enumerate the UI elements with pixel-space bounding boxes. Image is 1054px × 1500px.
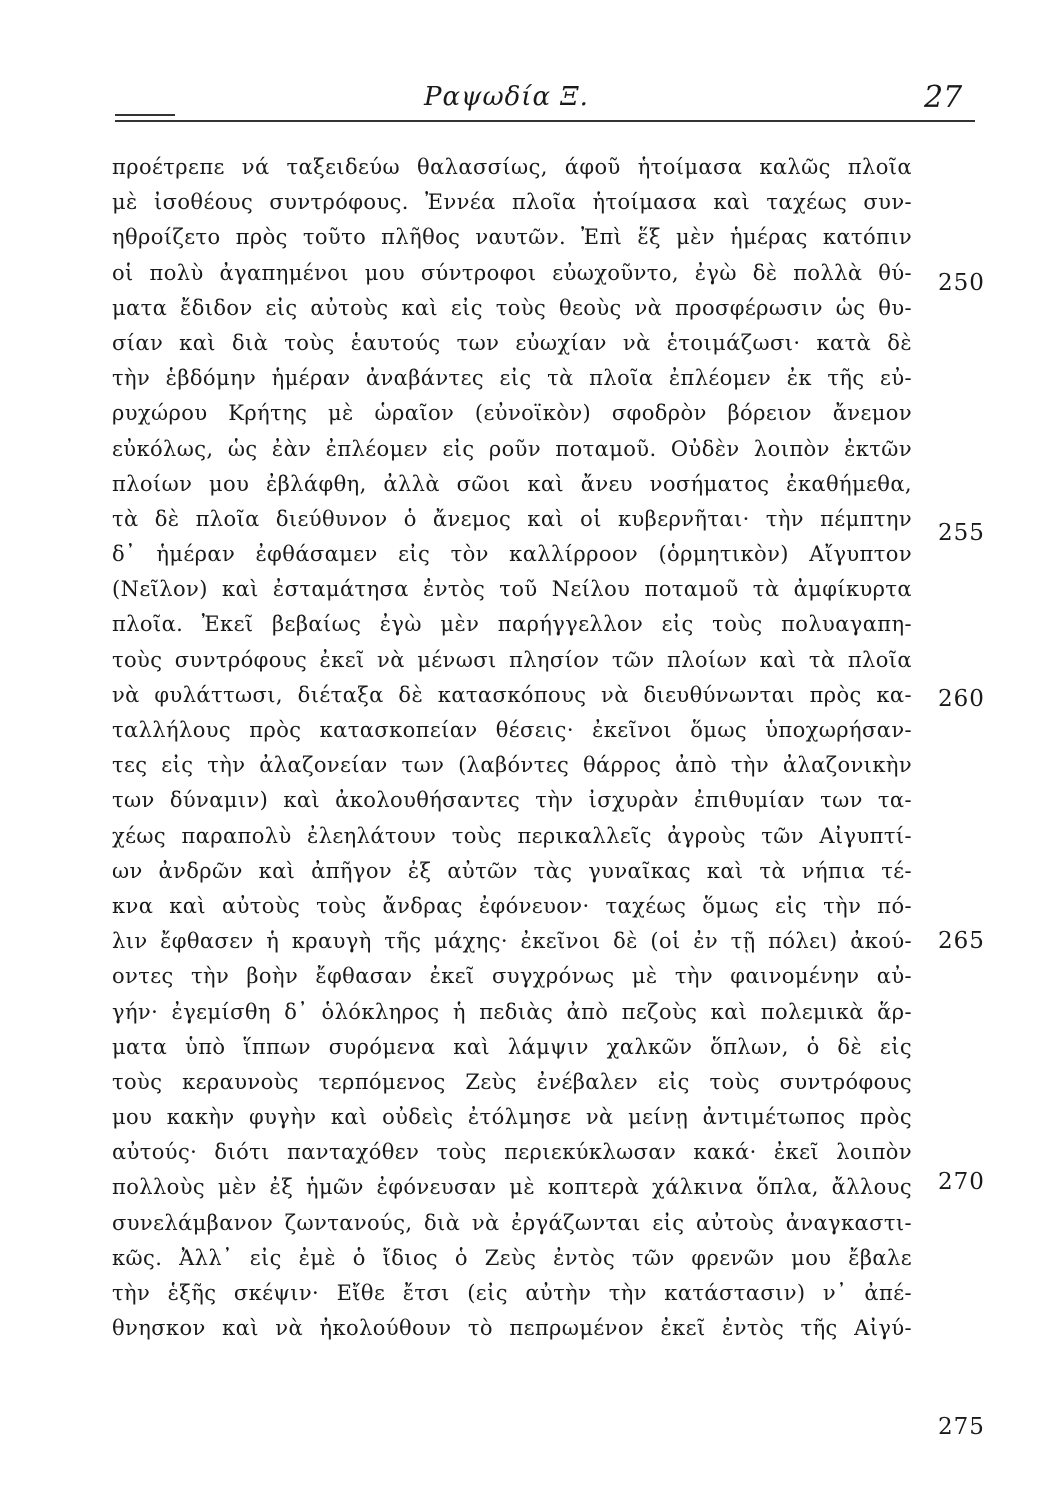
line-number: 275 bbox=[938, 1414, 985, 1440]
text-line: τοὺς κεραυνοὺς τερπόμενος Ζεὺς ἐνέβαλεν εἰς τοὺς συντρόφους bbox=[112, 1069, 912, 1094]
line-number: 250 bbox=[938, 270, 985, 296]
text-line: γήν· ἐγεμίσθη δ᾽ ὁλόκληρος ἡ πεδιὰς ἀπὸ πεζοὺς καὶ πολεμικὰ ἅρ- bbox=[112, 999, 912, 1024]
text-line: πλοίων μου ἐβλάφθη, ἀλλὰ σῶοι καὶ ἄνευ νοσήματος ἐκαθήμεθα, bbox=[112, 471, 912, 496]
text-line: ων ἀνδρῶν καὶ ἀπῆγον ἐξ αὐτῶν τὰς γυναῖκας καὶ τὰ νήπια τέ- bbox=[112, 858, 912, 883]
text-line: πλοῖα. Ἐκεῖ βεβαίως ἐγὼ μὲν παρήγγελλον εἰς τοὺς πολυαγαπη- bbox=[112, 612, 912, 637]
header-rule bbox=[115, 120, 975, 122]
text-line: σίαν καὶ διὰ τοὺς ἑαυτούς των εὐωχίαν νὰ ἑτοιμάζωσι· κατὰ δὲ bbox=[112, 330, 912, 355]
text-line: (Νεῖλον) καὶ ἐσταμάτησα ἐντὸς τοῦ Νείλου ποταμοῦ τὰ ἀμφίκυρτα bbox=[112, 577, 912, 602]
text-line: ρυχώρου Κρήτης μὲ ὡραῖον (εὐνοϊκὸν) σφοδρὸν βόρειον ἄνεμον bbox=[112, 401, 912, 426]
text-line: δ᾽ ἡμέραν ἐφθάσαμεν εἰς τὸν καλλίρροον (ὁρμητικὸν) Αἴγυπτον bbox=[112, 542, 912, 567]
text-line: κνα καὶ αὐτοὺς τοὺς ἄνδρας ἐφόνευον· ταχέως ὅμως εἰς τὴν πό- bbox=[112, 893, 912, 918]
text-line: τὴν ἑξῆς σκέψιν· Εἴθε ἔτσι (εἰς αὐτὴν τὴν κατάστασιν) ν᾽ ἀπέ- bbox=[112, 1281, 912, 1305]
page-number: 27 bbox=[924, 80, 963, 115]
text-line: νὰ φυλάττωσι, διέταξα δὲ κατασκόπους νὰ διευθύνωνται πρὸς κα- bbox=[112, 682, 912, 707]
text-line: τὰ δὲ πλοῖα διεύθυνον ὁ ἄνεμος καὶ οἱ κυβερνῆται· τὴν πέμπτην bbox=[112, 506, 912, 531]
text-line: λιν ἔφθασεν ἡ κραυγὴ τῆς μάχης· ἐκεῖνοι δὲ (οἱ ἐν τῇ πόλει) ἀκού- bbox=[112, 929, 912, 954]
line-number: 255 bbox=[938, 520, 985, 546]
page-header bbox=[0, 78, 1054, 128]
text-line: μου κακὴν φυγὴν καὶ οὐδεὶς ἐτόλμησε νὰ μείνῃ ἀντιμέτωπος πρὸς bbox=[112, 1105, 912, 1130]
text-line: αὐτούς· διότι πανταχόθεν τοὺς περιεκύκλωσαν κακά· ἐκεῖ λοιπὸν bbox=[112, 1140, 912, 1165]
text-line: προέτρεπε νά ταξειδεύω θαλασσίως, άφοῦ ἡτοίμασα καλῶς πλοῖα bbox=[112, 155, 912, 179]
text-line: ταλλήλους πρὸς κατασκοπείαν θέσεις· ἐκεῖνοι ὅμως ὑποχωρήσαν- bbox=[112, 718, 912, 742]
text-line: συνελάμβανον ζωντανούς, διὰ νὰ ἐργάζωνται εἰς αὐτοὺς ἀναγκαστι- bbox=[112, 1210, 912, 1235]
text-line: ματα ὑπὸ ἵππων συρόμενα καὶ λάμψιν χαλκῶν ὅπλων, ὁ δὲ εἰς bbox=[112, 1034, 912, 1059]
line-number: 265 bbox=[938, 928, 985, 954]
text-line: ηθροίζετο πρὸς τοῦτο πλῆθος ναυτῶν. Ἐπὶ ἕξ μὲν ἡμέρας κατόπιν bbox=[112, 225, 912, 250]
text-line: θνησκον καὶ νὰ ἠκολούθουν τὸ πεπρωμένον ἐκεῖ ἐντὸς τῆς Αἰγύ- bbox=[112, 1316, 912, 1341]
text-line: εὐκόλως, ὡς ἐὰν ἐπλέομεν εἰς ροῦν ποταμοῦ. Οὐδὲν λοιπὸν ἐκτῶν bbox=[112, 436, 912, 461]
text-line: μὲ ἰσοθέους συντρόφους. Ἐννέα πλοῖα ἡτοίμασα καὶ ταχέως συν- bbox=[112, 190, 912, 215]
text-line: τες εἰς τὴν ἀλαζονείαν των (λαβόντες θάρρος ἀπὸ τὴν ἀλαζονικὴν bbox=[112, 753, 912, 778]
line-number: 260 bbox=[938, 686, 985, 712]
running-title: Ραψωδία Ξ. bbox=[424, 82, 589, 112]
text-line: πολλοὺς μὲν ἐξ ἡμῶν ἐφόνευσαν μὲ κοπτερὰ χάλκινα ὅπλα, ἄλλους bbox=[112, 1175, 912, 1200]
text-line: οἱ πολὺ ἀγαπημένοι μου σύντροφοι εὐωχοῦντο, ἐγὼ δὲ πολλὰ θύ- bbox=[112, 260, 912, 285]
text-line: οντες τὴν βοὴν ἔφθασαν ἐκεῖ συγχρόνως μὲ τὴν φαινομένην αὐ- bbox=[112, 964, 912, 989]
text-line: τοὺς συντρόφους ἐκεῖ νὰ μένωσι πλησίον τῶν πλοίων καὶ τὰ πλοῖα bbox=[112, 647, 912, 672]
text-line: των δύναμιν) καὶ ἀκολουθήσαντες τὴν ἰσχυρὰν ἐπιθυμίαν των τα- bbox=[112, 788, 912, 813]
text-line: κῶς. Ἀλλ᾽ εἰς ἐμὲ ὁ ἴδιος ὁ Ζεὺς ἐντὸς τῶν φρενῶν μου ἔβαλε bbox=[112, 1245, 912, 1270]
body-text bbox=[112, 150, 912, 1346]
line-number: 270 bbox=[938, 1169, 985, 1195]
text-line: ματα ἔδιδον εἰς αὐτοὺς καὶ εἰς τοὺς θεοὺς νὰ προσφέρωσιν ὡς θυ- bbox=[112, 295, 912, 320]
text-line: τὴν ἑβδόμην ἡμέραν ἀναβάντες εἰς τὰ πλοῖα ἐπλέομεν ἐκ τῆς εὐ- bbox=[112, 366, 912, 391]
header-rule-accent bbox=[115, 114, 175, 116]
text-line: χέως παραπολὺ ἐλεηλάτουν τοὺς περικαλλεῖς ἀγροὺς τῶν Αἰγυπτί- bbox=[112, 823, 912, 848]
